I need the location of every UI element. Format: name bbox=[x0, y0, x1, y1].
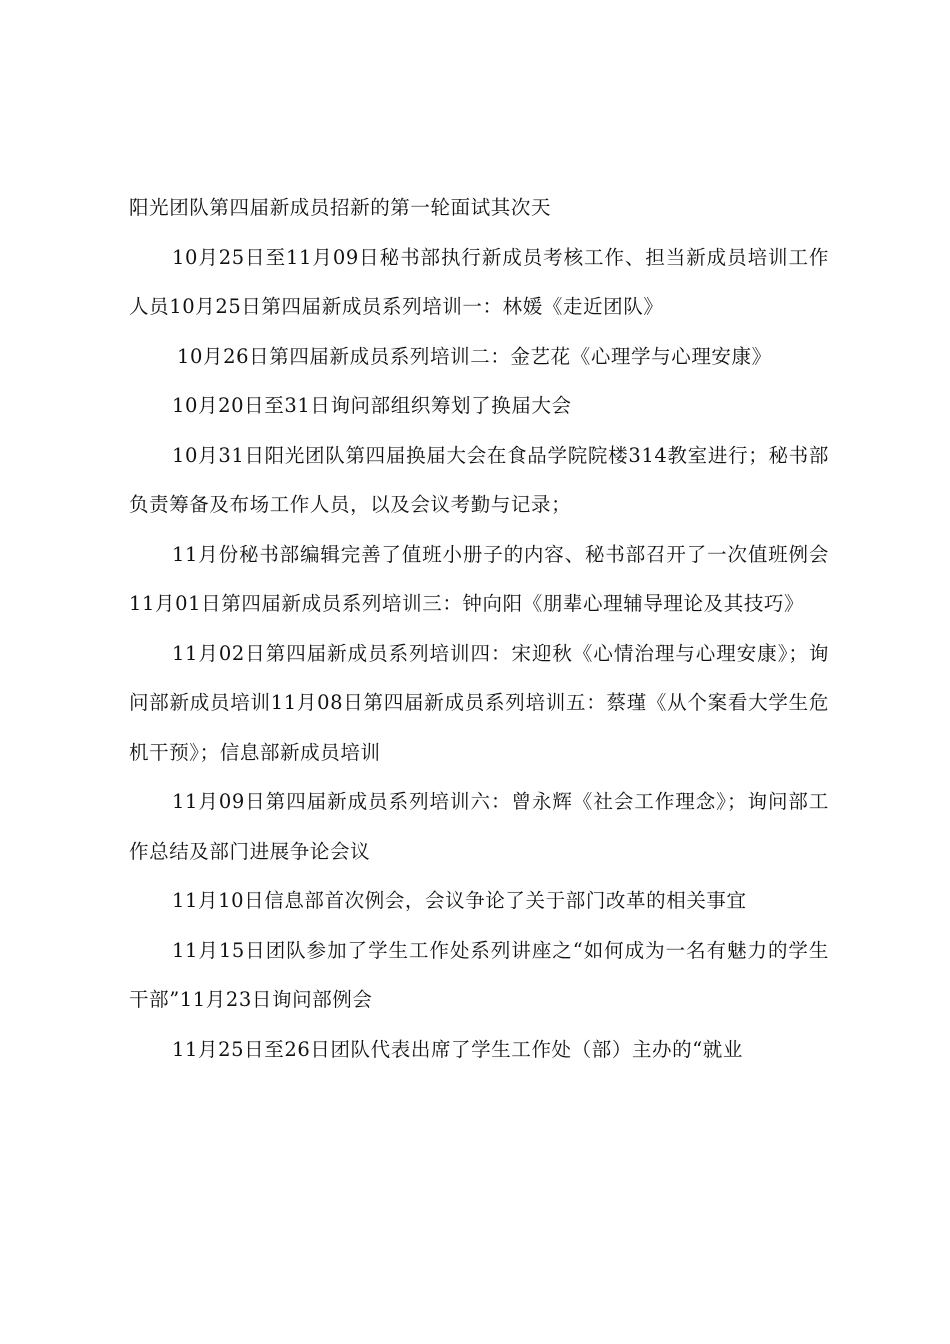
paragraph-6: 11月份秘书部编辑完善了值班小册子的内容、秘书部召开了一次值班例会11月01日第四届新成员系列培训三：钟向阳《朋辈心理辅导理论及其技巧》 bbox=[129, 542, 829, 615]
document-body bbox=[129, 183, 829, 1074]
paragraph-11: 11月25日至26日团队代表出席了学生工作处（部）主办的“就业 bbox=[172, 1037, 744, 1061]
paragraph-10: 11月15日团队参加了学生工作处系列讲座之“如何成为一名有魅力的学生干部”11月23日询问部例会 bbox=[129, 938, 829, 1011]
paragraph-5: 10月31日阳光团队第四届换届大会在食品学院院楼314教室进行；秘书部负责筹备及布场工作人员，以及会议考勤与记录； bbox=[129, 443, 829, 516]
paragraph-1: 阳光团队第四届新成员招新的第一轮面试其次天 bbox=[129, 196, 552, 219]
paragraph-4: 10月20日至31日询问部组织筹划了换届大会 bbox=[172, 394, 572, 417]
paragraph-3: 10月26日第四届新成员系列培训二：金艺花《心理学与心理安康》 bbox=[177, 344, 772, 368]
paragraph-9: 11月10日信息部首次例会，会议争论了关于部门改革的相关事宜 bbox=[172, 889, 747, 912]
paragraph-8: 11月09日第四届新成员系列培训六：曾永辉《社会工作理念》；询问部工作总结及部门进展争论会议 bbox=[129, 790, 829, 863]
paragraph-7: 11月02日第四届新成员系列培训四：宋迎秋《心情治理与心理安康》；询问部新成员培训11月08日第四届新成员系列培训五：蔡瑾《从个案看大学生危机干预》；信息部新成员培训 bbox=[129, 641, 829, 764]
paragraph-2: 10月25日至11月09日秘书部执行新成员考核工作、担当新成员培训工作人员10月25日第四届新成员系列培训一：林媛《走近团队》 bbox=[129, 245, 829, 318]
